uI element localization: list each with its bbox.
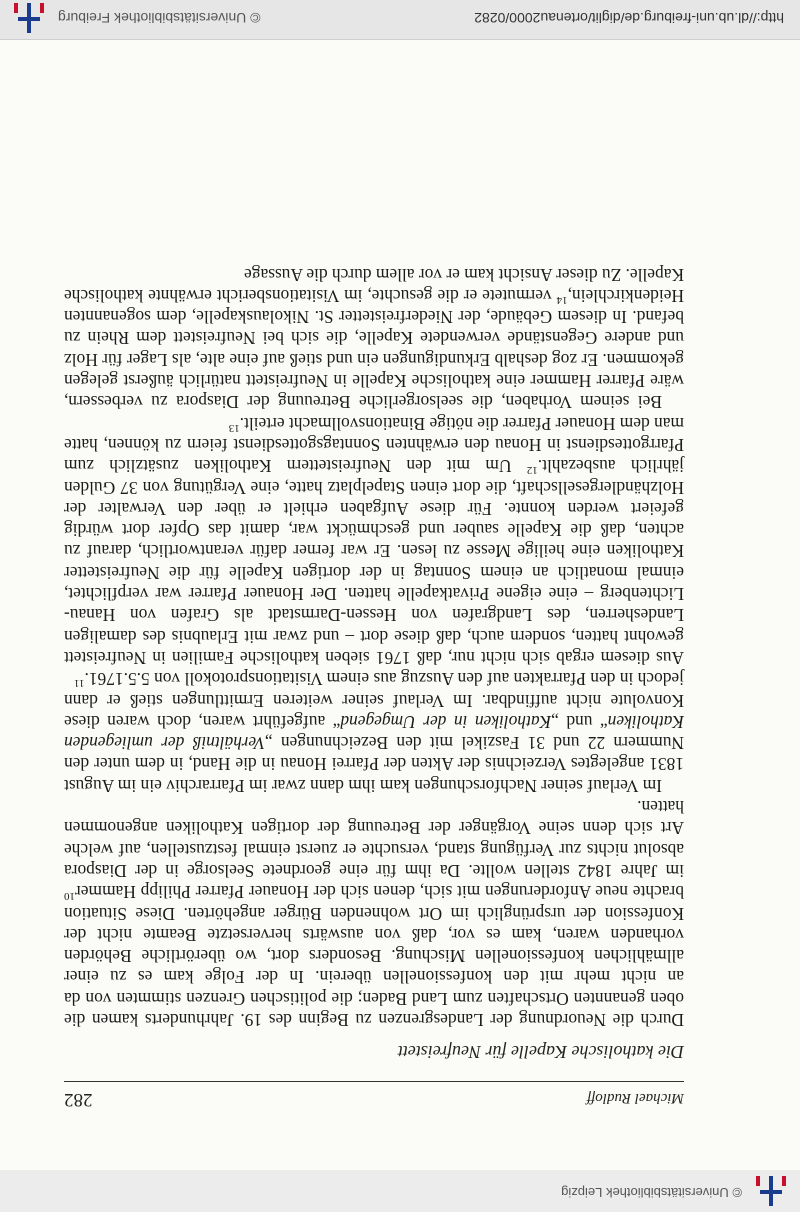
footnote-ref-12: 12 bbox=[526, 464, 538, 477]
paragraph-1: Durch die Neuordnung der Landesgrenzen zu Beginn des 19. Jahrhunderts kamen die oben genannten Ortschaften zum Land Baden; die politischen Grenzen stimmten von da an nicht mehr mit den konfessionellen überein. In der Folge kam es zu einer allmählichen konfessionellen Mischung. Besonders dort, wo überörtliche Behörden vorhanden waren, kam es vor, daß von auswärts herversetzte Beamte nicht der Konfession der ursprünglich im Ort wohnenden Bürger angehörten. Diese Situation brachte neue Anforderungen mit sich, denen sich der Honauer Pfarrer Philipp Hammer$^{10}$ im Jahre 1842 stellen wollte. Da ihm für eine geordnete Seelsorge in der Diaspora absolut nichts zur Verfügung stand, versuchte er zuerst einmal festzustellen, auf welche Art sich denn seine Vorgänger der Betreuung der dortigen Katholiken angenommen hatten. bbox=[64, 797, 684, 1030]
paragraph-2: Im Verlauf seiner Nachforschungen kam ihm dann zwar im Pfarrarchiv ein im August 1831 angelegtes Verzeichnis der Akten der Pfarrei Honau in die Hand, in dem unter den Nummern 22 und 31 Faszikel mit den Bezeichnungen „Verhältniß der umliegenden Katholiken“ und „Katholiken in der Umgegend“ aufgeführt waren, doch waren diese Konvolute nicht auffindbar. Im Verlauf seiner weiteren Ermittlungen stieß er dann jedoch in den Pfarrakten auf den Auszug aus einem Visitationsprotokoll von 5.5.1761.11 bbox=[64, 669, 684, 796]
library-logo-icon bbox=[756, 1176, 786, 1206]
footnote-ref-14: 14 bbox=[556, 293, 568, 306]
viewer-url-footer bbox=[0, 0, 800, 40]
footnote-ref-13: 13 bbox=[228, 421, 240, 434]
viewer-top-bar bbox=[0, 1169, 800, 1212]
footnote-ref-10: 10 bbox=[64, 890, 75, 903]
page-number: 282 bbox=[64, 1089, 93, 1110]
library-logo-icon bbox=[14, 3, 44, 33]
body-text bbox=[64, 263, 684, 1030]
running-head bbox=[64, 1081, 684, 1112]
copyright-text: © Universitätsbibliothek Freiburg bbox=[58, 10, 261, 26]
section-title: Die katholische Kapelle für Neufreistett bbox=[397, 1042, 684, 1062]
footnote-ref-11: 11 bbox=[73, 677, 85, 690]
top-credit-text: © Universitätsbibliothek Leipzig bbox=[561, 1185, 742, 1200]
paragraph-3: Aus diesem ergab sich nicht nur, daß 1761 sieben katholische Familien in Neufreistett gewohnt hatten, sondern auch, daß diese dort – und zwar mit Erlaubnis des damaligen Landesherren, des Landgrafen von Hessen-Darmstadt als Grafen von Hanau-Lichtenberg – eine eigene Privatkapelle hatten. Der Honauer Pfarrer war verpflichtet, einmal monatlich an einem Sonntag in der dortigen Kapelle für die Neufreistetter Katholiken eine heilige Messe zu lesen. Er war ferner dafür verantwortlich, darauf zu achten, daß die Kapelle sauber und geschmückt war, damit das Opfer dort würdig gefeiert werden konnte. Für diese Aufgaben erhielt er über den Verwalter der Holzhändlergesellschaft, die dort einen Stapelplatz hatte, eine Vergütung von 37 Gulden jährlich ausbezahlt.$^{12}$ Um mit den Neufreistettern Katholiken zusätzlich zum Pfarrgottesdienst in Honau den erwähnten Sonntagsgottesdienst feiern zu können, hatte man dem Honauer Pfarrer die nötige Binationsvollmacht erteilt.$^{13}$ bbox=[63, 413, 684, 668]
running-head-author: Michael Rudloff bbox=[586, 1090, 684, 1106]
paragraph-4: Bei seinem Vorhaben, die seelsorgerliche Betreuung der Diaspora zu verbessern, wäre Pfarrer Hammer eine katholische Kapelle in Neufreistett natürlich äußerst gelegen gekommen. Er zog deshalb Erkundigungen ein und stieß auf eine alte, als Lager für Holz und andere Gegenstände verwendete Kapelle, die sich bei Neufreistett dem Rhein zu befand. In diesem Gebäude, der Niederfreistetter St. Nikolauskapelle, dem sogenannten Heidenkirchlein,$^{14}$ vermutete er die gesuchte, im Visitationsbericht erwähnte katholische Kapelle. Zu dieser Ansicht kam er vor allem durch die Aussage bbox=[64, 264, 684, 413]
page-url-link[interactable]: http://dl.ub.uni-freiburg.de/diglit/ortenau2000/0282 bbox=[474, 10, 784, 26]
